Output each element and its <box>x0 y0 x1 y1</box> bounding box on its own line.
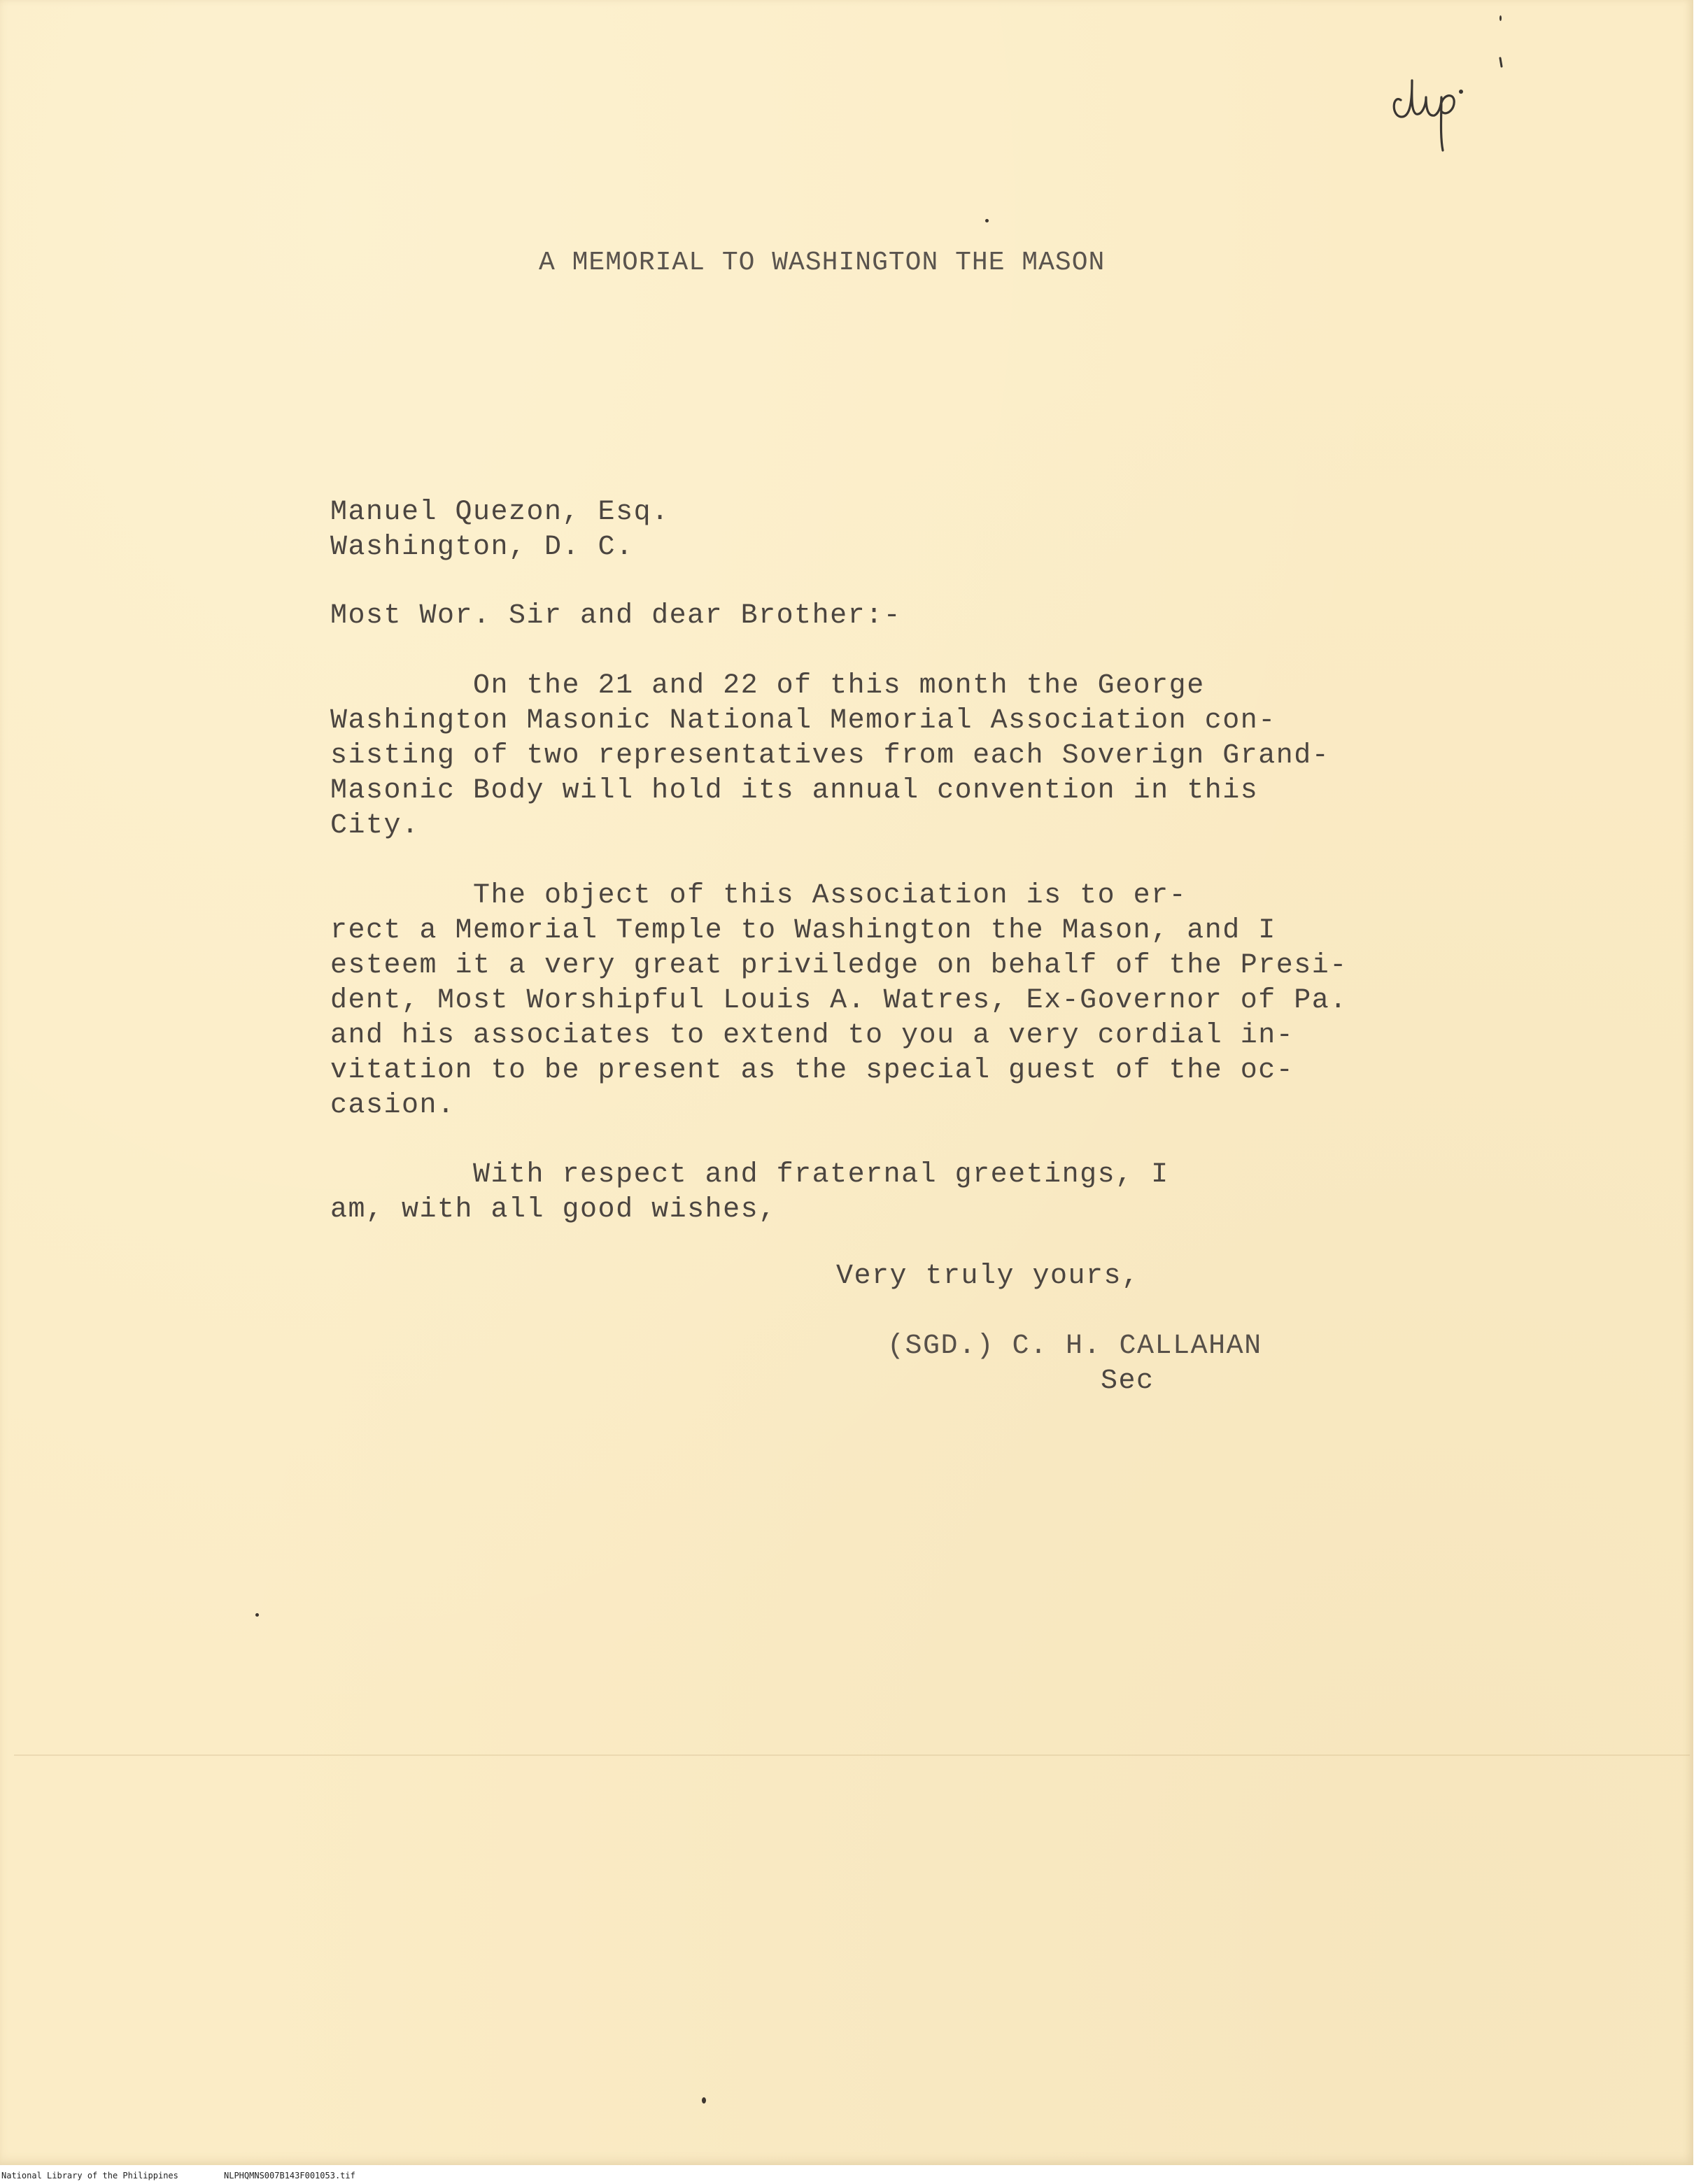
ink-speck <box>985 219 989 222</box>
paragraph-convention: On the 21 and 22 of this month the George Washington Masonic National Memorial Association con- sisting of two representatives from each Soverign Grand- Masonic Body will hold its annual convention in this City. <box>330 670 1330 842</box>
addressee-city: Washington, D. C. <box>330 532 634 563</box>
salutation: Most Wor. Sir and dear Brother:- <box>330 600 902 632</box>
handwritten-note-text <box>1387 38 1473 83</box>
addressee-name: Manuel Quezon, Esq. <box>330 497 670 528</box>
archive-footer <box>0 2167 1701 2184</box>
paragraph-greetings: With respect and fraternal greetings, I am, with all good wishes, <box>330 1159 1169 1226</box>
footer-file-id: NLPHQMNS007B143F001053.tif <box>224 2171 355 2181</box>
closing: Very truly yours, <box>836 1261 1140 1292</box>
ink-speck <box>1499 15 1502 21</box>
signature-title: Sec <box>1101 1366 1155 1397</box>
ink-speck <box>255 1613 259 1617</box>
paper-fold-line <box>14 1754 1690 1756</box>
paragraph-invitation: The object of this Association is to er- rect a Memorial Temple to Washington the Mason, and I esteem it a very great priviledge on behalf of the Presi- dent, Most Worshipful Louis A. Watres, Ex-Governor of Pa. and his associates to extend to you a very cordial in- vitation to be present as the special guest of the oc- casion. <box>330 880 1348 1121</box>
document-title: A MEMORIAL TO WASHINGTON THE MASON <box>539 248 1106 278</box>
ink-speck <box>702 2097 706 2104</box>
signature: (SGD.) C. H. CALLAHAN <box>887 1331 1262 1362</box>
footer-source: National Library of the Philippines <box>1 2171 178 2181</box>
